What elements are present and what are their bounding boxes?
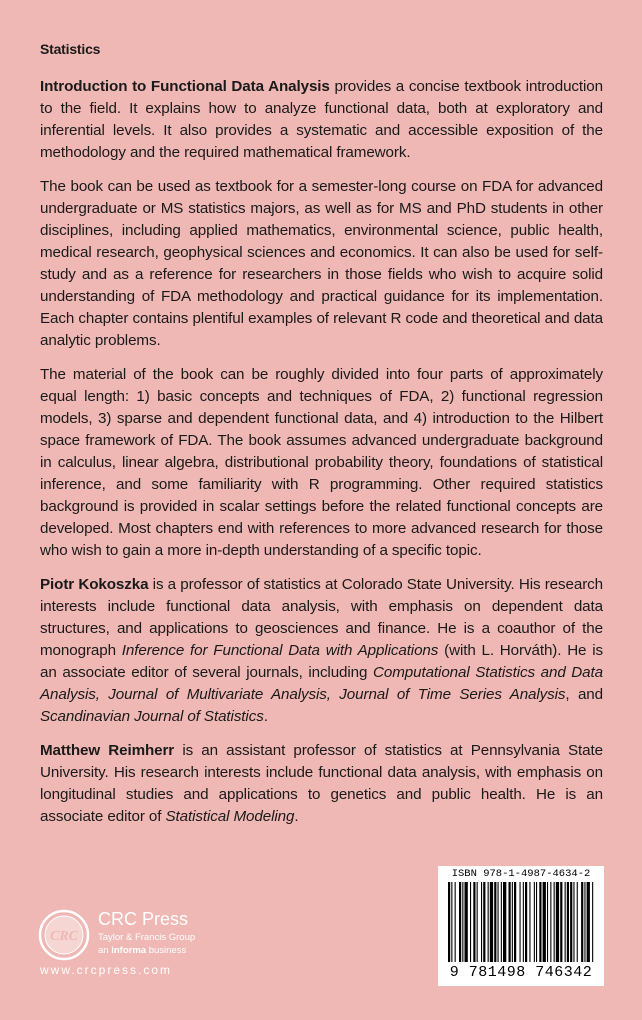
bio-text: , and — [565, 686, 604, 703]
cover-description — [40, 76, 603, 840]
barcode-bar — [592, 882, 593, 962]
journal-reference: Statistical Modeling — [165, 808, 295, 825]
informa-brand: informa — [111, 945, 147, 956]
barcode-bar — [560, 882, 562, 962]
publisher-informa — [98, 945, 186, 956]
barcode-bar — [584, 882, 585, 962]
paragraph-author-reimherr — [40, 740, 603, 828]
journal-reference: Scandinavian Journal of Statistics — [40, 708, 264, 725]
barcode-bar — [565, 882, 566, 962]
barcode-bar — [498, 882, 499, 962]
paragraph-intro — [40, 76, 603, 164]
paragraph-intro-text: provides a concise textbook introduction to the field. It explains how to analyze functional data, both at exploratory and inferential levels. It also provides a systematic and accessible exposition of the methodology and the required mathematical framework. — [40, 78, 604, 161]
barcode-bar — [547, 882, 548, 962]
barcode-bar — [543, 882, 546, 962]
barcode-bar — [488, 882, 489, 962]
publisher-block — [38, 905, 278, 985]
barcode-bar — [477, 882, 478, 962]
barcode-bar — [525, 882, 527, 962]
barcode-bar — [577, 882, 578, 962]
barcode-bar — [465, 882, 468, 962]
informa-suffix: business — [146, 945, 187, 956]
barcode-bar — [501, 882, 502, 962]
isbn-label: ISBN 978-1-4987-4634-2 — [451, 868, 591, 880]
barcode-bar — [520, 882, 521, 962]
journal-reference: Computational Statistics and Data Analysis, Journal of Multivariate Analysis, Journal of Time Series Analysis — [40, 664, 603, 703]
publisher-url: www.crcpress.com — [40, 963, 173, 977]
barcode-bar — [573, 882, 574, 962]
barcode-bar — [494, 882, 496, 962]
barcode-bar — [570, 882, 572, 962]
barcode-bar — [512, 882, 513, 962]
category-label: Statistics — [40, 41, 101, 57]
book-title: Introduction to Functional Data Analysis — [40, 78, 330, 95]
paragraph-contents: The material of the book can be roughly divided into four parts of approximately equal length: 1) basic concepts and techniques of FDA, 2) functional regression models, 3) sparse and dependent functional data, and 4) introduction to the Hilbert space framework of FDA. The book assumes advanced undergraduate background in calculus, linear algebra, distributional probability theory, foundations of statistical inference, and some familiarity with R programming. Other required statistics background is provided in scalar settings before the related functional concepts are developed. Most chapters end with references to more advanced research for those who wish to gain a more in-depth understanding of a specific topic. — [40, 366, 603, 559]
barcode-bar — [534, 882, 535, 962]
barcode-bar — [448, 882, 450, 962]
bio-text: is an assistant professor of statistics at Pennsylvania State University. His research interests include functional data analysis, with emphasis on longitudinal studies and applications to genetics and public health. He is an associate editor of — [40, 742, 603, 825]
barcode-bar — [490, 882, 493, 962]
barcode-bar — [503, 882, 506, 962]
informa-prefix: an — [98, 945, 112, 956]
barcode-bar — [481, 882, 482, 962]
barcode-bar — [473, 882, 475, 962]
bio-text: . — [294, 808, 299, 825]
barcode-bar — [459, 882, 461, 962]
barcode-number: 9 781498 746342 — [449, 964, 593, 981]
barcode-bar — [529, 882, 530, 962]
bio-text: is a professor of statistics at Colorado State University. His research interests include functional data analysis, with emphasis on dependent data structures, and applications to geosciences and finance. He is a coauthor of the monograph — [40, 576, 603, 659]
barcode-bar — [567, 882, 569, 962]
barcode-bar — [483, 882, 485, 962]
publisher-name: CRC Press — [98, 909, 189, 929]
barcode-bar — [554, 882, 555, 962]
paragraph-author-kokoszka — [40, 574, 603, 728]
barcode-bar — [514, 882, 516, 962]
barcode-bar — [451, 882, 452, 962]
bio-text: (with L. Horváth). He is an associate editor of several journals, including — [40, 642, 604, 681]
barcode-bar — [462, 882, 463, 962]
author-name-reimherr: Matthew Reimherr — [40, 742, 175, 759]
barcode-bar — [587, 882, 590, 962]
book-reference: Inference for Functional Data with Applications — [121, 642, 439, 659]
barcode-bar — [470, 882, 471, 962]
barcode-bar — [556, 882, 559, 962]
crc-logo-icon — [38, 909, 90, 961]
barcode-bar — [536, 882, 537, 962]
barcode-bar — [523, 882, 524, 962]
barcode-bar — [581, 882, 583, 962]
barcode-bar — [539, 882, 541, 962]
isbn-barcode — [438, 866, 604, 986]
paragraph-audience: The book can be used as textbook for a semester-long course on FDA for advanced undergraduate or MS statistics majors, as well as for MS and PhD students in other disciplines, including applied mathematics, environmental science, public health, medical research, geophysical sciences and economics. It can also be used for self-study and as a reference for researchers in those fields who wish to acquire solid understanding of FDA methodology and practical guidance for its implementation. Each chapter contains plentiful examples of relevant R code and theoretical and data analytic problems. — [40, 178, 603, 349]
crc-logo-text: CRC — [49, 929, 79, 944]
barcode-bars — [446, 882, 596, 964]
barcode-bar — [455, 882, 456, 962]
bio-text: . — [263, 708, 268, 725]
barcode-bar — [550, 882, 551, 962]
barcode-bar — [509, 882, 511, 962]
author-name-kokoszka: Piotr Kokoszka — [40, 576, 149, 593]
publisher-group: Taylor & Francis Group — [98, 932, 196, 943]
